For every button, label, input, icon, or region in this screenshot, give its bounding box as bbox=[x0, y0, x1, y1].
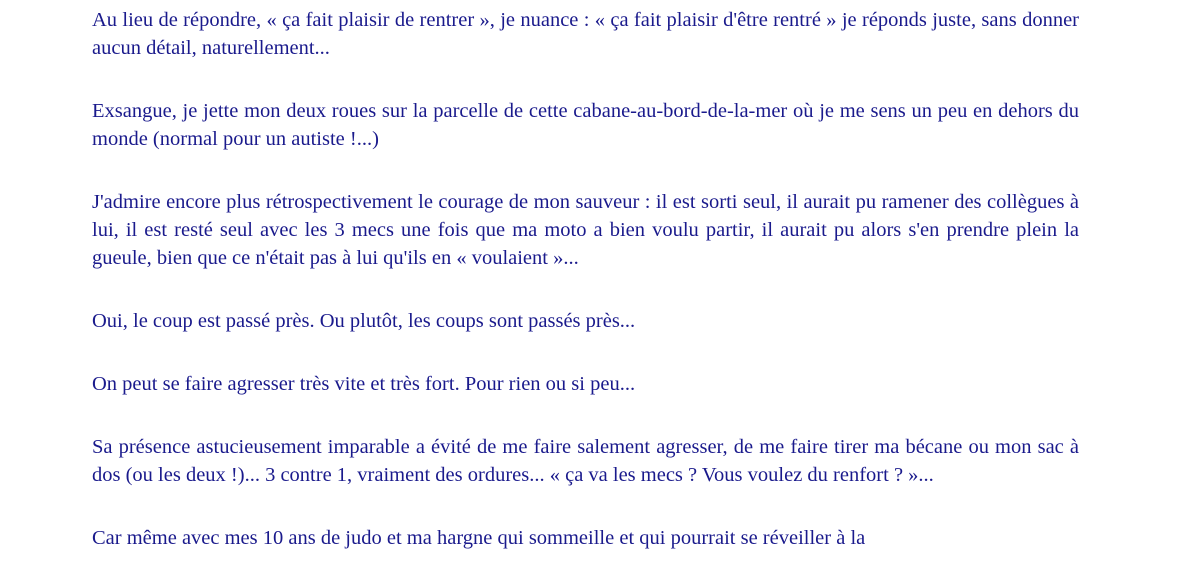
paragraph-7: Car même avec mes 10 ans de judo et ma hargne qui sommeille et qui pourrait se réveiller à la bbox=[92, 527, 866, 549]
paragraph-4: Oui, le coup est passé près. Ou plutôt, les coups sont passés près... bbox=[92, 310, 636, 332]
paragraph-1: Au lieu de répondre, « ça fait plaisir de rentrer », je nuance : « ça fait plaisir d'être rentré » je réponds juste, sans donner aucun détail, naturellement... bbox=[92, 9, 1079, 59]
document-page bbox=[92, 6, 1079, 587]
paragraph-2: Exsangue, je jette mon deux roues sur la parcelle de cette cabane-au-bord-de-la-mer où je me sens un peu en dehors du monde (normal pour un autiste !...) bbox=[92, 100, 1079, 150]
paragraph-3: J'admire encore plus rétrospectivement le courage de mon sauveur : il est sorti seul, il aurait pu ramener des collègues à lui, il est resté seul avec les 3 mecs une fois que ma moto a bien voulu partir, il aurait pu alors s'en prendre plein la gueule, bien que ce n'était pas à lui qu'ils en « voulaient »... bbox=[92, 191, 1079, 269]
paragraph-6: Sa présence astucieusement imparable a évité de me faire salement agresser, de me faire tirer ma bécane ou mon sac à dos (ou les deux !)... 3 contre 1, vraiment des ordures... « ça va les mecs ? Vous voulez du renfort ? »... bbox=[92, 436, 1079, 486]
paragraph-5: On peut se faire agresser très vite et très fort. Pour rien ou si peu... bbox=[92, 373, 636, 395]
